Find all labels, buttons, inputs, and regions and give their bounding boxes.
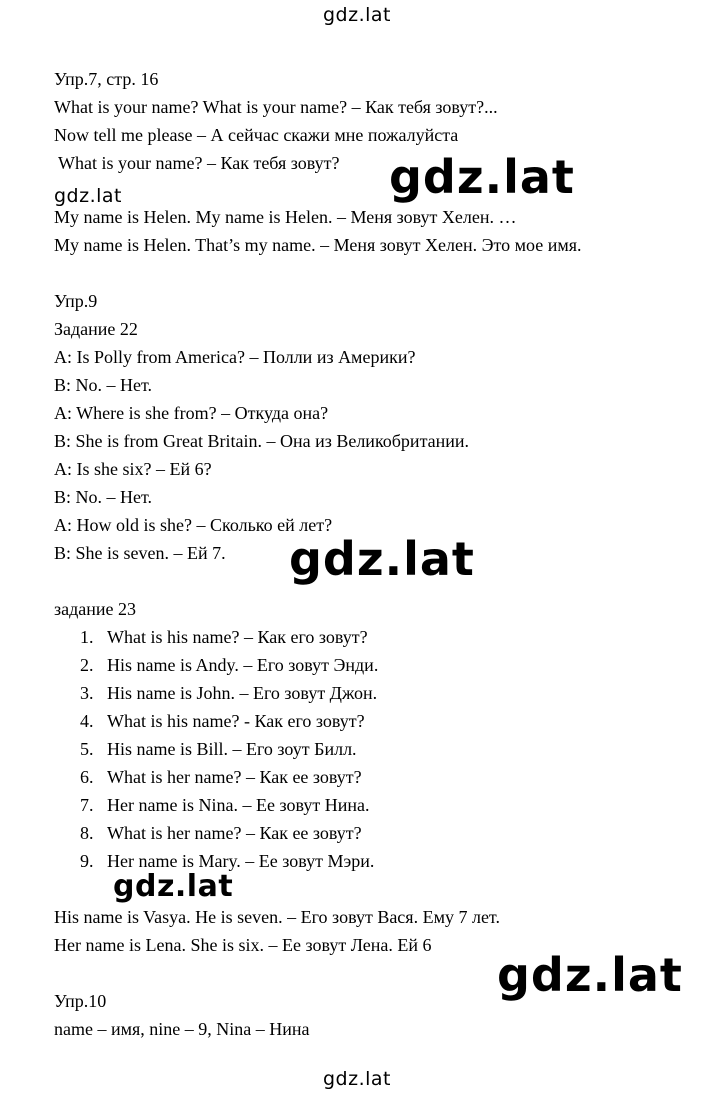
after-line-2: Her name is Lena. She is six. – Ее зовут Лена. Ей 6 (54, 935, 432, 955)
ex7-line-3: What is your name? – Как тебя зовут? (58, 153, 340, 173)
watermark-big-1: gdz.lat (389, 150, 575, 204)
ex7-line-5: My name is Helen. That’s my name. – Меня зовут Хелен. Это мое имя. (54, 235, 582, 255)
task23-heading: задание 23 (54, 599, 137, 619)
task22-line-6: B: No. – Нет. (54, 487, 153, 507)
task22-line-4: B: She is from Great Britain. – Она из Великобритании. (54, 431, 470, 451)
ex7-line-4: My name is Helen. My name is Helen. – Меня зовут Хелен. … (54, 207, 517, 227)
task23-item-7 (80, 794, 369, 816)
after-line-1: His name is Vasya. He is seven. – Его зовут Вася. Ему 7 лет. (54, 907, 500, 927)
watermark-mid-left: gdz.lat (113, 869, 234, 904)
item-text: Her name is Mary. – Ее зовут Мэри. (107, 851, 375, 871)
item-text: His name is Bill. – Его зоут Билл. (107, 739, 357, 759)
task23-item-5 (80, 738, 357, 760)
item-text: His name is John. – Его зовут Джон. (107, 683, 378, 703)
watermark-small-left: gdz.lat (54, 185, 123, 207)
task22-line-8: B: She is seven. – Ей 7. (54, 543, 226, 563)
item-text: What is her name? – Как ее зовут? (107, 767, 362, 787)
item-text: Her name is Nina. – Ее зовут Нина. (107, 795, 370, 815)
task22-heading: Задание 22 (54, 319, 138, 339)
item-number: 1. (80, 627, 94, 647)
task22-line-3: A: Where is she from? – Откуда она? (54, 403, 329, 423)
task23-item-3 (80, 682, 377, 704)
item-number: 3. (80, 683, 94, 703)
watermark-big-2: gdz.lat (289, 532, 475, 586)
task23-item-1 (80, 626, 368, 648)
watermark-bottom: gdz.lat (323, 1068, 392, 1090)
ex10-line: name – имя, nine – 9, Nina – Нина (54, 1019, 310, 1039)
watermark-top: gdz.lat (323, 4, 392, 26)
task22-line-5: A: Is she six? – Ей 6? (54, 459, 212, 479)
task23-item-2 (80, 654, 378, 676)
task23-item-8 (80, 822, 362, 844)
ex7-line-2: Now tell me please – А сейчас скажи мне пожалуйста (54, 125, 459, 145)
item-number: 5. (80, 739, 94, 759)
item-text: His name is Andy. – Его зовут Энди. (107, 655, 379, 675)
watermark-big-3: gdz.lat (497, 948, 683, 1002)
task23-item-6 (80, 766, 362, 788)
item-number: 6. (80, 767, 94, 787)
task23-item-9 (80, 850, 374, 872)
ex10-heading: Упр.10 (54, 991, 107, 1011)
item-text: What is his name? – Как его зовут? (107, 627, 368, 647)
item-text: What is his name? - Как его зовут? (107, 711, 365, 731)
task22-line-7: A: How old is she? – Сколько ей лет? (54, 515, 333, 535)
item-number: 7. (80, 795, 94, 815)
item-number: 8. (80, 823, 94, 843)
item-text: What is her name? – Как ее зовут? (107, 823, 362, 843)
ex7-line-1: What is your name? What is your name? – Как тебя зовут?... (54, 97, 498, 117)
task22-line-2: B: No. – Нет. (54, 375, 153, 395)
item-number: 4. (80, 711, 94, 731)
task23-item-4 (80, 710, 365, 732)
task22-line-1: A: Is Polly from America? – Полли из Америки? (54, 347, 416, 367)
item-number: 9. (80, 851, 94, 871)
ex9-heading: Упр.9 (54, 291, 98, 311)
item-number: 2. (80, 655, 94, 675)
ex7-heading: Упр.7, стр. 16 (54, 69, 159, 89)
